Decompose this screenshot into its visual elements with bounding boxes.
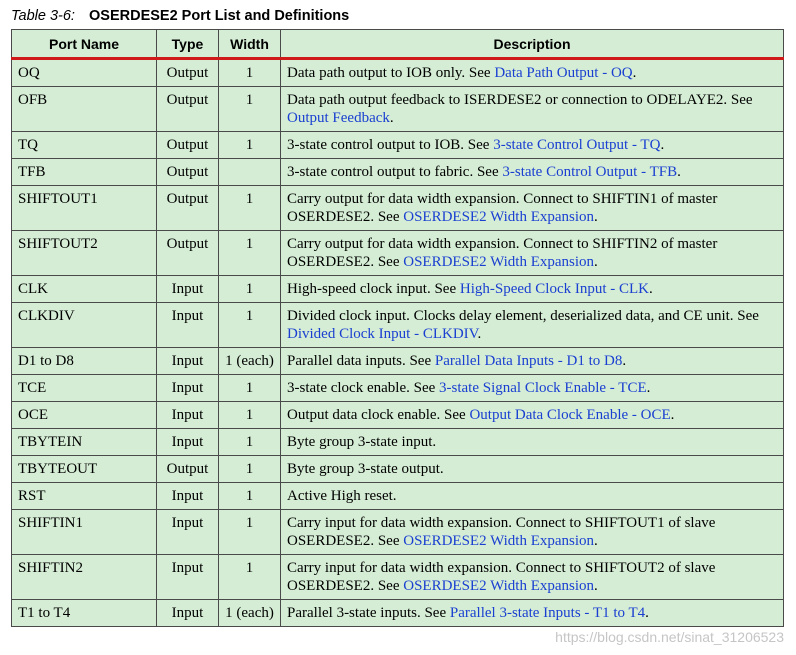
port-name-cell: CLK xyxy=(12,276,157,303)
description-cell xyxy=(281,303,784,348)
type-cell: Input xyxy=(157,375,219,402)
type-cell: Input xyxy=(157,483,219,510)
type-cell: Output xyxy=(157,231,219,276)
width-cell: 1 xyxy=(219,402,281,429)
description-text: Carry output for data width expansion. Connect to SHIFTIN1 of master OSERDESE2. See xyxy=(287,191,718,225)
table-row xyxy=(12,276,784,303)
cross-reference-link[interactable]: High-Speed Clock Input - CLK xyxy=(459,281,650,297)
watermark: https://blog.csdn.net/sinat_31206523 xyxy=(555,629,784,645)
width-cell: 1 xyxy=(219,510,281,555)
port-name-cell: OFB xyxy=(12,87,157,132)
cross-reference-link[interactable]: OSERDESE2 Width Expansion xyxy=(403,254,595,270)
type-cell: Input xyxy=(157,510,219,555)
header-width: Width xyxy=(219,30,281,59)
width-cell: 1 xyxy=(219,429,281,456)
port-name-cell: CLKDIV xyxy=(12,303,157,348)
width-cell: 1 (each) xyxy=(219,348,281,375)
description-cell xyxy=(281,348,784,375)
description-cell xyxy=(281,429,784,456)
description-tail: . xyxy=(632,65,637,81)
cross-reference-link[interactable]: Parallel Data Inputs - D1 to D8 xyxy=(434,353,623,369)
description-tail: . xyxy=(646,380,651,396)
type-cell: Output xyxy=(157,132,219,159)
table-row xyxy=(12,59,784,87)
width-cell: 1 xyxy=(219,456,281,483)
table-row xyxy=(12,132,784,159)
description-text: Byte group 3-state input. xyxy=(287,434,437,450)
cross-reference-link[interactable]: OSERDESE2 Width Expansion xyxy=(403,209,595,225)
description-cell xyxy=(281,87,784,132)
cross-reference-link[interactable]: OSERDESE2 Width Expansion xyxy=(403,533,595,549)
cross-reference-link[interactable]: 3-state Control Output - TFB xyxy=(502,164,678,180)
port-name-cell: SHIFTIN2 xyxy=(12,555,157,600)
width-cell: 1 xyxy=(219,483,281,510)
description-cell xyxy=(281,510,784,555)
table-row xyxy=(12,456,784,483)
width-cell: 1 xyxy=(219,303,281,348)
description-tail: . xyxy=(645,605,649,621)
width-cell: 1 (each) xyxy=(219,600,281,627)
type-cell: Input xyxy=(157,600,219,627)
type-cell: Input xyxy=(157,348,219,375)
description-cell xyxy=(281,402,784,429)
type-cell: Input xyxy=(157,555,219,600)
table-row xyxy=(12,159,784,186)
table-row xyxy=(12,348,784,375)
type-cell: Input xyxy=(157,303,219,348)
port-name-cell: OQ xyxy=(12,59,157,87)
header-description: Description xyxy=(281,30,784,59)
width-cell: 1 xyxy=(219,186,281,231)
description-cell xyxy=(281,555,784,600)
description-text: Divided clock input. Clocks delay element, deserialized data, and CE unit. See xyxy=(287,308,759,324)
description-text: Output data clock enable. See xyxy=(287,407,470,423)
port-name-cell: T1 to T4 xyxy=(12,600,157,627)
port-name-cell: RST xyxy=(12,483,157,510)
description-tail: . xyxy=(677,164,681,180)
description-text: Carry output for data width expansion. Connect to SHIFTIN2 of master OSERDESE2. See xyxy=(287,236,718,270)
table-title: OSERDESE2 Port List and Definitions xyxy=(89,8,350,24)
type-cell: Input xyxy=(157,402,219,429)
description-text: High-speed clock input. See xyxy=(287,281,460,297)
description-tail: . xyxy=(660,137,665,153)
description-cell xyxy=(281,132,784,159)
header-port-name: Port Name xyxy=(12,30,157,59)
width-cell: 1 xyxy=(219,59,281,87)
description-tail: . xyxy=(670,407,675,423)
port-name-cell: SHIFTOUT2 xyxy=(12,231,157,276)
type-cell: Output xyxy=(157,159,219,186)
cross-reference-link[interactable]: OSERDESE2 Width Expansion xyxy=(403,578,595,594)
description-cell xyxy=(281,456,784,483)
cross-reference-link[interactable]: Output Data Clock Enable - OCE xyxy=(469,407,671,423)
width-cell: 1 xyxy=(219,375,281,402)
description-text: Byte group 3-state output. xyxy=(287,461,444,477)
table-row xyxy=(12,231,784,276)
table-row xyxy=(12,303,784,348)
table-number: Table 3-6: xyxy=(11,8,75,24)
width-cell: 1 xyxy=(219,87,281,132)
description-tail: . xyxy=(594,254,598,270)
port-table xyxy=(11,29,784,627)
description-tail: . xyxy=(477,326,482,342)
description-tail: . xyxy=(594,533,598,549)
description-cell xyxy=(281,59,784,87)
type-cell: Output xyxy=(157,456,219,483)
description-tail: . xyxy=(622,353,627,369)
cross-reference-link[interactable]: Divided Clock Input - CLKDIV xyxy=(287,326,478,342)
description-text: Data path output feedback to ISERDESE2 or connection to ODELAYE2. See xyxy=(287,92,753,108)
port-name-cell: D1 to D8 xyxy=(12,348,157,375)
description-text: 3-state control output to fabric. See xyxy=(287,164,503,180)
description-cell xyxy=(281,483,784,510)
description-cell xyxy=(281,600,784,627)
width-cell: 1 xyxy=(219,276,281,303)
type-cell: Input xyxy=(157,276,219,303)
type-cell: Input xyxy=(157,429,219,456)
description-text: Parallel 3-state inputs. See xyxy=(287,605,450,621)
port-name-cell: TBYTEIN xyxy=(12,429,157,456)
description-text: 3-state clock enable. See xyxy=(287,380,440,396)
port-name-cell: OCE xyxy=(12,402,157,429)
description-tail: . xyxy=(389,110,394,126)
description-text: Active High reset. xyxy=(287,488,397,504)
type-cell: Output xyxy=(157,87,219,132)
table-row xyxy=(12,429,784,456)
table-row xyxy=(12,402,784,429)
type-cell: Output xyxy=(157,186,219,231)
type-cell: Output xyxy=(157,59,219,87)
cross-reference-link[interactable]: Parallel 3-state Inputs - T1 to T4 xyxy=(449,605,646,621)
table-row xyxy=(12,87,784,132)
port-name-cell: TQ xyxy=(12,132,157,159)
table-row xyxy=(12,600,784,627)
description-text: Carry input for data width expansion. Connect to SHIFTOUT1 of slave OSERDESE2. See xyxy=(287,515,716,549)
table-caption xyxy=(11,6,349,26)
description-cell xyxy=(281,276,784,303)
description-cell xyxy=(281,231,784,276)
table-row xyxy=(12,375,784,402)
description-text: 3-state control output to IOB. See xyxy=(287,137,494,153)
cross-reference-link[interactable]: Output Feedback xyxy=(287,110,390,126)
table-row xyxy=(12,186,784,231)
description-tail: . xyxy=(649,281,653,297)
cross-reference-link[interactable]: Data Path Output - OQ xyxy=(494,65,633,81)
description-text: Parallel data inputs. See xyxy=(287,353,435,369)
description-text: Carry input for data width expansion. Connect to SHIFTOUT2 of slave OSERDESE2. See xyxy=(287,560,716,594)
description-tail: . xyxy=(594,578,598,594)
port-name-cell: TCE xyxy=(12,375,157,402)
table-row xyxy=(12,483,784,510)
port-name-cell: SHIFTOUT1 xyxy=(12,186,157,231)
table-row xyxy=(12,510,784,555)
header-type: Type xyxy=(157,30,219,59)
cross-reference-link[interactable]: 3-state Signal Clock Enable - TCE xyxy=(439,380,647,396)
port-name-cell: TBYTEOUT xyxy=(12,456,157,483)
width-cell: 1 xyxy=(219,555,281,600)
table-row xyxy=(12,555,784,600)
description-tail: . xyxy=(594,209,598,225)
port-name-cell: TFB xyxy=(12,159,157,186)
port-name-cell: SHIFTIN1 xyxy=(12,510,157,555)
description-text: Data path output to IOB only. See xyxy=(287,65,495,81)
description-cell xyxy=(281,186,784,231)
width-cell xyxy=(219,159,281,186)
width-cell: 1 xyxy=(219,231,281,276)
width-cell: 1 xyxy=(219,132,281,159)
header-row xyxy=(12,30,784,59)
description-cell xyxy=(281,375,784,402)
description-cell xyxy=(281,159,784,186)
cross-reference-link[interactable]: 3-state Control Output - TQ xyxy=(493,137,661,153)
